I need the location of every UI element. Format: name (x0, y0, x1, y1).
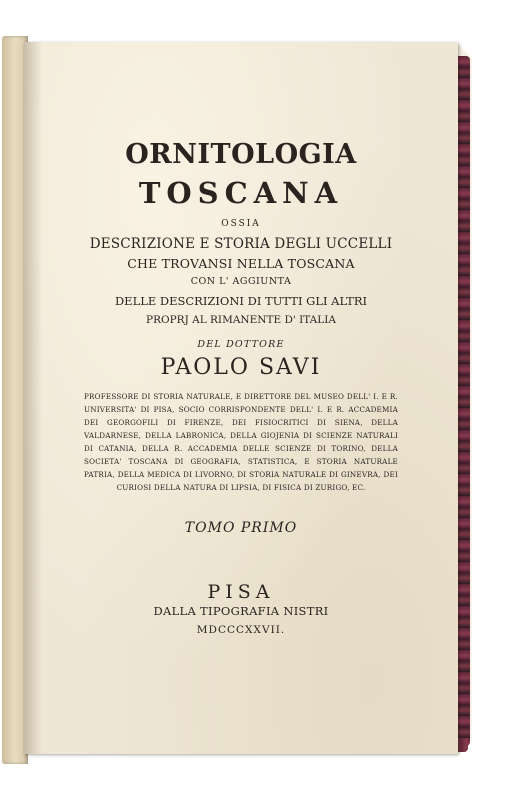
imprint-printer: DALLA TIPOGRAFIA NISTRI (153, 604, 329, 618)
title-line-2: TOSCANA (138, 176, 344, 210)
volume-label: TOMO PRIMO (184, 520, 298, 536)
imprint-date: MDCCCXXVII. (196, 624, 286, 636)
author-credentials: PROFESSORE DI STORIA NATURALE, E DIRETTORE DEL MUSEO DELL' I. E R. UNIVERSITA' DI PISA, SOCIO CORRISPONDENTE DELL' I. E R. ACCADEMIA DEI GEORGOFILI DI FIRENZE, DEI FISIOCRITICI DI SIENA, DELLA VALDARNESE, DELLA LABRONICA, DELLA GIOJENIA DI SCIENZE NATURALI DI CATANIA, DELLA R. ACCADEMIA DELLE SCIENZE DI TORINO, DELLA SOCIETA' TOSCANA DI GEOGRAFIA, STATISTICA, E STORIA NATURALE PATRIA, DELLA MEDICA DI LIVORNO, DI STORIA NATURALE DI GINEVRA, DEI CURIOSI DELLA NATURA DI LIPSIA, DI FISICA DI ZURIGO, EC. (84, 392, 398, 492)
imprint-place: PISA (207, 581, 275, 603)
con-aggiunta-line: CON L' AGGIUNTA (190, 276, 292, 287)
subtitle-line-2: CHE TROVANSI NELLA TOSCANA (127, 256, 355, 271)
descrizioni-line: DELLE DESCRIZIONI DI TUTTI GLI ALTRI (114, 294, 368, 308)
subtitle-line-1: DESCRIZIONE E STORIA DEGLI UCCELLI (89, 236, 393, 252)
ossia-line: OSSIA (221, 219, 261, 229)
title-page (24, 42, 458, 754)
title-line-1: ORNITOLOGIA (125, 139, 357, 170)
del-dottore-line: DEL DOTTORE (197, 339, 285, 350)
propri-line: PROPRJ AL RIMANENTE D' ITALIA (146, 314, 336, 326)
author-name: PAOLO SAVI (160, 355, 322, 380)
